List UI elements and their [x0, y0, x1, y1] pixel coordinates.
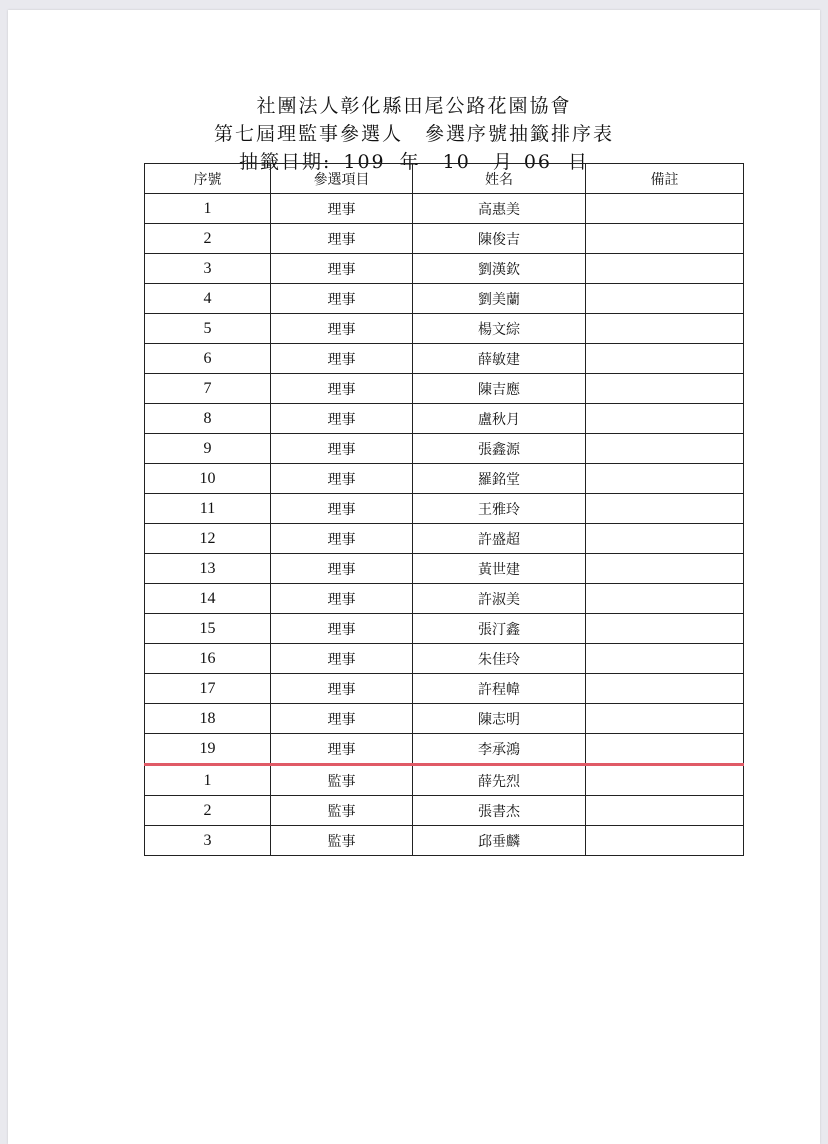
director-row	[145, 404, 744, 434]
seq-cell: 12	[145, 524, 271, 554]
note-cell	[586, 614, 744, 644]
name-cell: 羅銘堂	[413, 464, 586, 494]
title-election-part2: 參選序號抽籤排序表	[425, 123, 615, 145]
category-cell: 理事	[271, 284, 413, 314]
draw-date-label: 抽籤日期:	[238, 151, 332, 173]
note-cell	[586, 404, 744, 434]
name-cell: 陳志明	[413, 704, 586, 734]
director-row	[145, 734, 744, 765]
seq-cell: 3	[145, 826, 271, 856]
title-association: 社團法人彰化縣田尾公路花園協會	[256, 95, 572, 117]
title-election	[8, 120, 820, 148]
seq-cell: 18	[145, 704, 271, 734]
seq-cell: 11	[145, 494, 271, 524]
header-note: 備註	[586, 164, 744, 194]
note-cell	[586, 554, 744, 584]
category-cell: 理事	[271, 314, 413, 344]
category-cell: 理事	[271, 614, 413, 644]
candidate-table-body	[145, 194, 744, 856]
document-page	[8, 10, 820, 1144]
director-row	[145, 524, 744, 554]
seq-cell: 14	[145, 584, 271, 614]
seq-cell: 15	[145, 614, 271, 644]
category-cell: 理事	[271, 404, 413, 434]
note-cell	[586, 765, 744, 796]
category-cell: 理事	[271, 524, 413, 554]
note-cell	[586, 254, 744, 284]
note-cell	[586, 796, 744, 826]
note-cell	[586, 644, 744, 674]
header-name: 姓名	[413, 164, 586, 194]
seq-cell: 10	[145, 464, 271, 494]
name-cell: 高惠美	[413, 194, 586, 224]
director-row	[145, 344, 744, 374]
seq-cell: 6	[145, 344, 271, 374]
name-cell: 許程幃	[413, 674, 586, 704]
category-cell: 理事	[271, 344, 413, 374]
category-cell: 理事	[271, 374, 413, 404]
draw-date-day: 06	[523, 151, 553, 173]
category-cell: 理事	[271, 644, 413, 674]
note-cell	[586, 826, 744, 856]
category-cell: 理事	[271, 254, 413, 284]
director-row	[145, 584, 744, 614]
director-row	[145, 374, 744, 404]
seq-cell: 9	[145, 434, 271, 464]
name-cell: 薛敏建	[413, 344, 586, 374]
director-row	[145, 434, 744, 464]
seq-cell: 17	[145, 674, 271, 704]
name-cell: 許淑美	[413, 584, 586, 614]
name-cell: 盧秋月	[413, 404, 586, 434]
name-cell: 薛先烈	[413, 765, 586, 796]
name-cell: 楊文綜	[413, 314, 586, 344]
note-cell	[586, 314, 744, 344]
director-row	[145, 314, 744, 344]
seq-cell: 19	[145, 734, 271, 765]
seq-cell: 4	[145, 284, 271, 314]
note-cell	[586, 374, 744, 404]
category-cell: 理事	[271, 194, 413, 224]
category-cell: 監事	[271, 796, 413, 826]
category-cell: 理事	[271, 554, 413, 584]
seq-cell: 1	[145, 194, 271, 224]
supervisor-row	[145, 765, 744, 796]
name-cell: 張汀鑫	[413, 614, 586, 644]
seq-cell: 8	[145, 404, 271, 434]
supervisor-row	[145, 826, 744, 856]
header-seq: 序號	[145, 164, 271, 194]
name-cell: 李承鴻	[413, 734, 586, 765]
category-cell: 理事	[271, 224, 413, 254]
draw-date-day-unit: 日	[568, 151, 590, 173]
draw-date-month-unit: 月	[492, 151, 514, 173]
note-cell	[586, 524, 744, 554]
seq-cell: 16	[145, 644, 271, 674]
category-cell: 理事	[271, 494, 413, 524]
note-cell	[586, 224, 744, 254]
note-cell	[586, 674, 744, 704]
seq-cell: 3	[145, 254, 271, 284]
draw-date-year: 109	[343, 151, 386, 173]
director-row	[145, 554, 744, 584]
director-row	[145, 194, 744, 224]
director-row	[145, 704, 744, 734]
director-row	[145, 674, 744, 704]
note-cell	[586, 494, 744, 524]
draw-date-year-unit: 年	[399, 151, 421, 173]
category-cell: 理事	[271, 434, 413, 464]
note-cell	[586, 704, 744, 734]
note-cell	[586, 434, 744, 464]
title-election-part1: 第七屆理監事參選人	[213, 123, 403, 145]
note-cell	[586, 284, 744, 314]
seq-cell: 13	[145, 554, 271, 584]
table-header-row	[145, 164, 744, 194]
name-cell: 朱佳玲	[413, 644, 586, 674]
category-cell: 監事	[271, 826, 413, 856]
header-category: 參選項目	[271, 164, 413, 194]
name-cell: 陳吉應	[413, 374, 586, 404]
category-cell: 理事	[271, 734, 413, 765]
name-cell: 許盛超	[413, 524, 586, 554]
note-cell	[586, 344, 744, 374]
director-row	[145, 224, 744, 254]
name-cell: 張鑫源	[413, 434, 586, 464]
seq-cell: 2	[145, 224, 271, 254]
draw-date-month: 10	[442, 151, 471, 173]
seq-cell: 1	[145, 765, 271, 796]
director-row	[145, 644, 744, 674]
director-row	[145, 254, 744, 284]
seq-cell: 2	[145, 796, 271, 826]
name-cell: 劉美蘭	[413, 284, 586, 314]
director-row	[145, 614, 744, 644]
name-cell: 陳俊吉	[413, 224, 586, 254]
name-cell: 邱垂麟	[413, 826, 586, 856]
category-cell: 監事	[271, 765, 413, 796]
director-row	[145, 464, 744, 494]
name-cell: 王雅玲	[413, 494, 586, 524]
note-cell	[586, 734, 744, 765]
seq-cell: 7	[145, 374, 271, 404]
note-cell	[586, 194, 744, 224]
category-cell: 理事	[271, 584, 413, 614]
name-cell: 黃世建	[413, 554, 586, 584]
candidate-table	[144, 163, 744, 856]
note-cell	[586, 464, 744, 494]
director-row	[145, 284, 744, 314]
category-cell: 理事	[271, 464, 413, 494]
note-cell	[586, 584, 744, 614]
seq-cell: 5	[145, 314, 271, 344]
category-cell: 理事	[271, 674, 413, 704]
supervisor-row	[145, 796, 744, 826]
name-cell: 張書杰	[413, 796, 586, 826]
category-cell: 理事	[271, 704, 413, 734]
name-cell: 劉漢欽	[413, 254, 586, 284]
director-row	[145, 494, 744, 524]
